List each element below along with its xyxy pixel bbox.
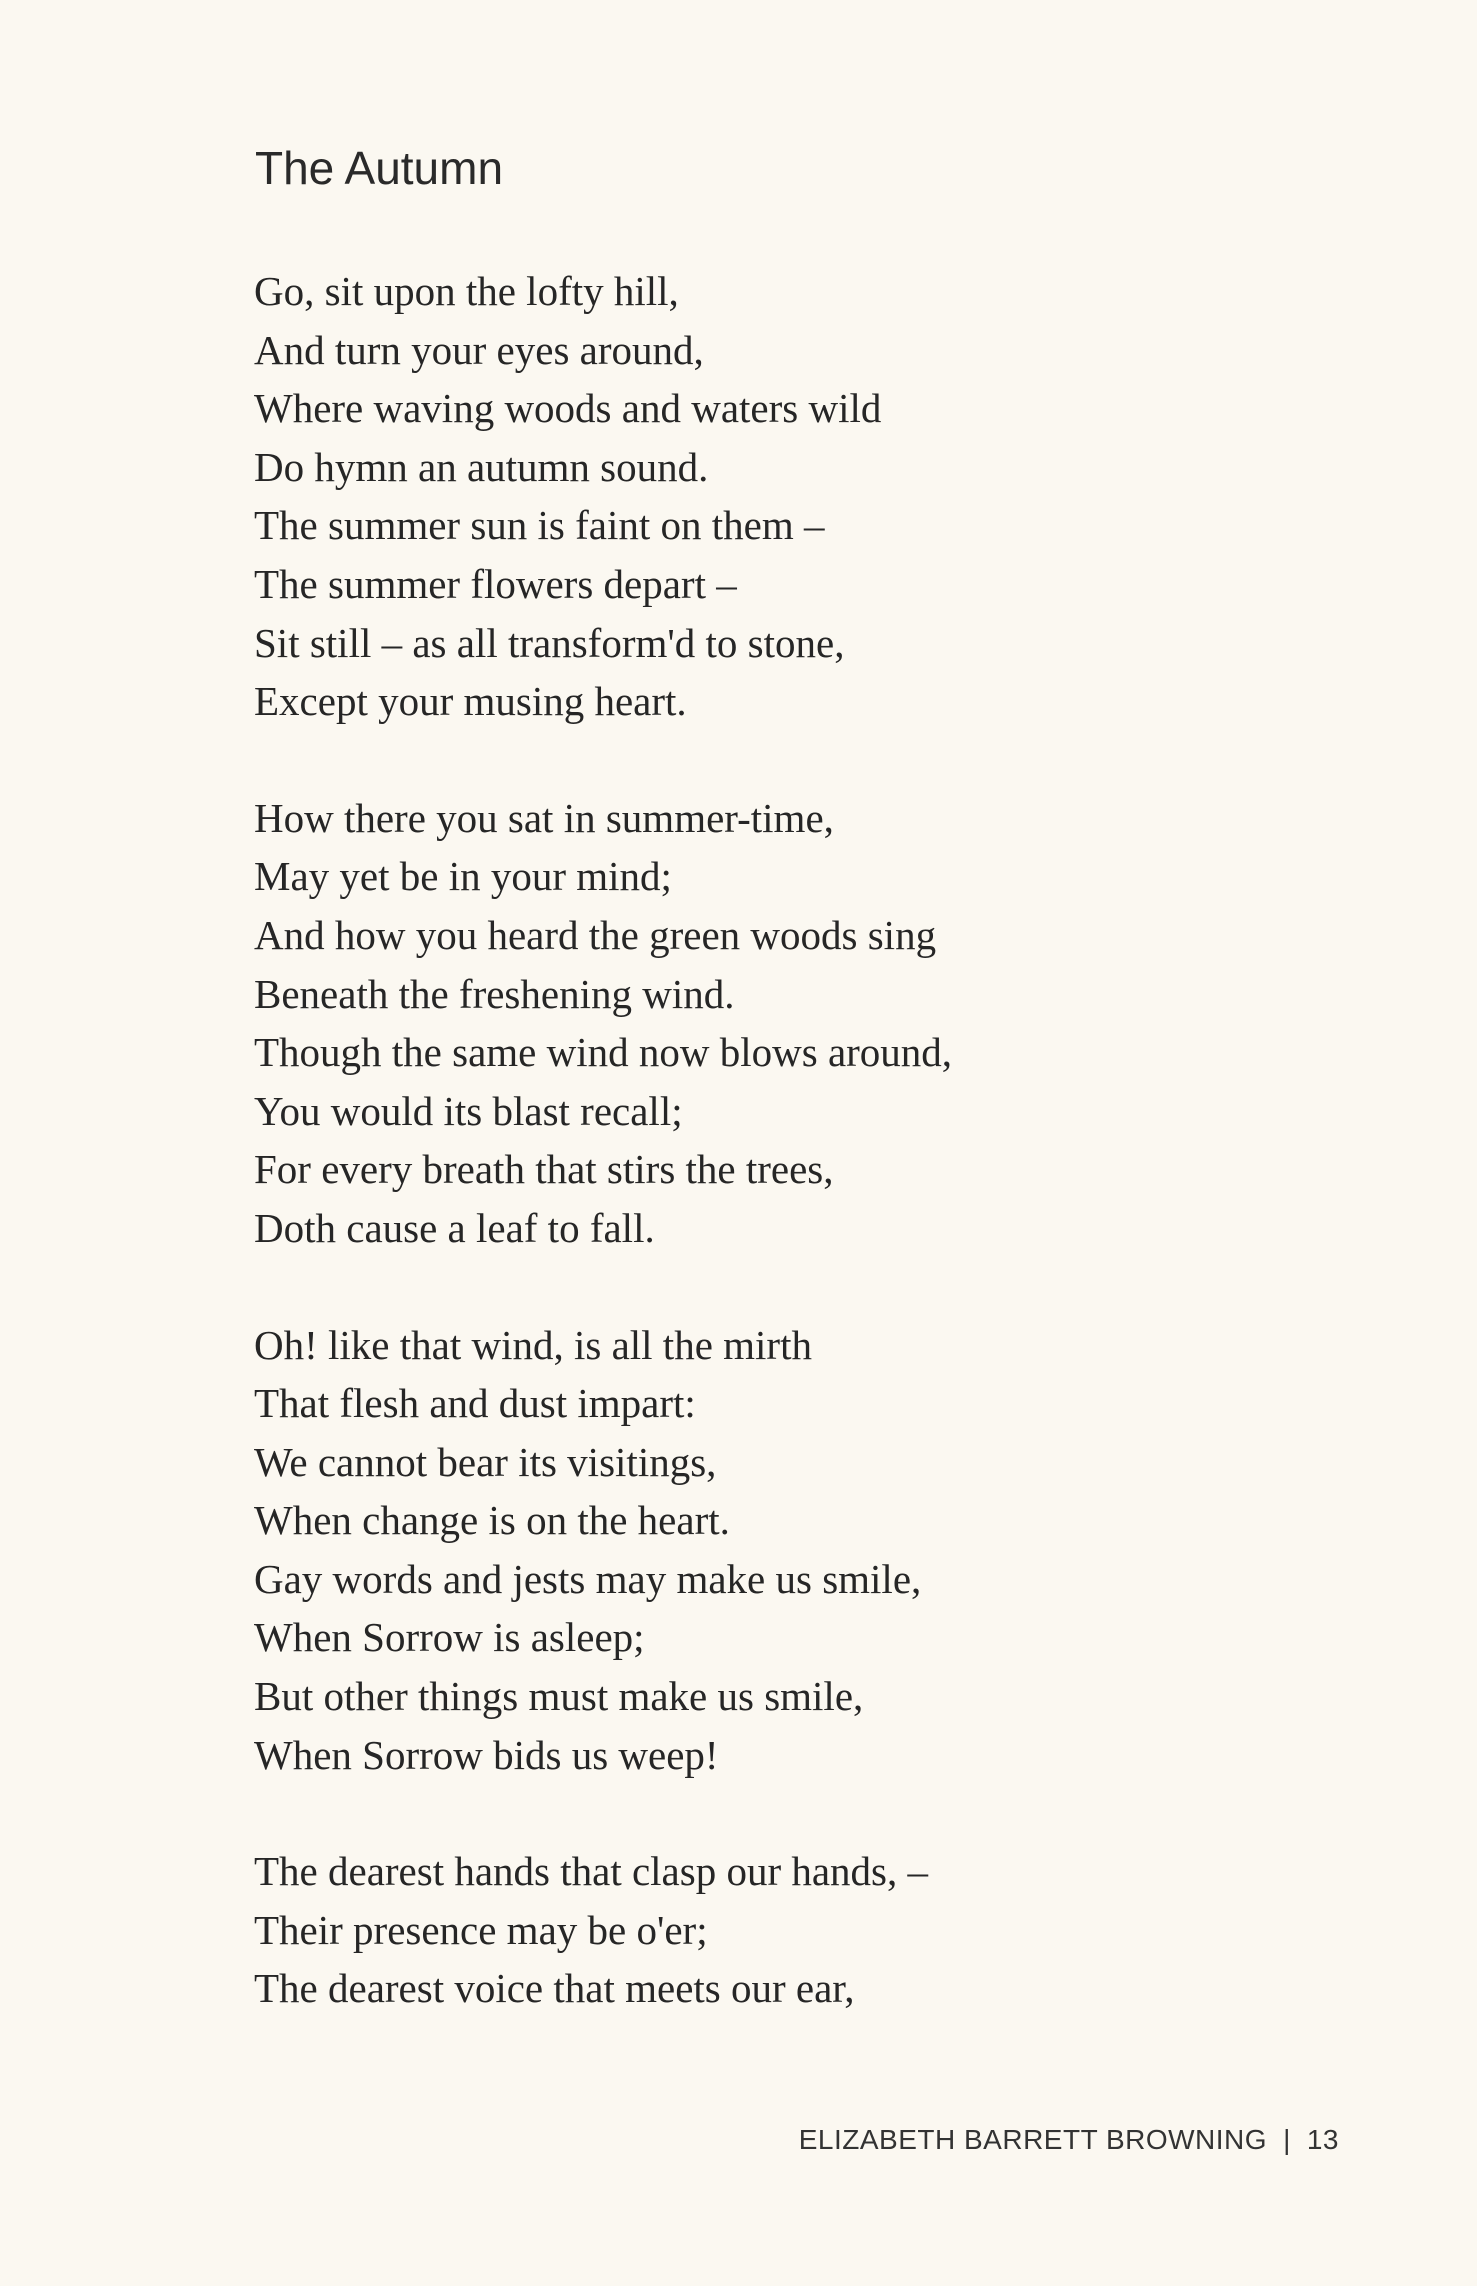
poem-line: How there you sat in summer-time, bbox=[254, 794, 834, 841]
poem-line: But other things must make us smile, bbox=[254, 1673, 864, 1720]
poem-line: Where waving woods and waters wild bbox=[254, 385, 882, 432]
stanza bbox=[254, 1316, 1254, 1785]
poem-line: The dearest hands that clasp our hands, – bbox=[254, 1848, 929, 1895]
poem-line: Oh! like that wind, is all the mirth bbox=[254, 1321, 812, 1368]
poem-line: For every breath that stirs the trees, bbox=[254, 1146, 834, 1193]
poem-line: Doth cause a leaf to fall. bbox=[254, 1204, 655, 1251]
poem-line: Except your musing heart. bbox=[254, 678, 687, 725]
poem-line: Their presence may be o'er; bbox=[254, 1906, 708, 1953]
poem-line: The dearest voice that meets our ear, bbox=[254, 1965, 855, 2012]
poem-line: Sit still – as all transform'd to stone, bbox=[254, 619, 845, 666]
poem-line: When change is on the heart. bbox=[254, 1497, 730, 1544]
poem-line: Do hymn an autumn sound. bbox=[254, 443, 709, 490]
poem-line: And how you heard the green woods sing bbox=[254, 911, 937, 958]
footer-separator: | bbox=[1283, 2124, 1291, 2155]
footer-author: ELIZABETH BARRETT BROWNING bbox=[798, 2124, 1268, 2155]
poem-line: You would its blast recall; bbox=[254, 1087, 683, 1134]
poem-line: Though the same wind now blows around, bbox=[254, 1029, 953, 1076]
poem-line: Beneath the freshening wind. bbox=[254, 970, 735, 1017]
poem-line: Go, sit upon the lofty hill, bbox=[254, 268, 679, 314]
stanza bbox=[254, 1842, 1254, 2018]
poem-line: We cannot bear its visitings, bbox=[254, 1438, 717, 1485]
poem-line: The summer sun is faint on them – bbox=[254, 502, 825, 549]
poem-line: That flesh and dust impart: bbox=[254, 1380, 696, 1427]
running-footer bbox=[799, 2122, 1339, 2158]
poem-line: When Sorrow bids us weep! bbox=[254, 1731, 719, 1778]
page-number: 13 bbox=[1306, 2124, 1339, 2155]
poem-line: When Sorrow is asleep; bbox=[254, 1614, 645, 1661]
poem-body bbox=[254, 262, 1254, 2076]
stanza bbox=[254, 789, 1254, 1258]
stanza bbox=[254, 262, 1254, 731]
poem-line: May yet be in your mind; bbox=[254, 853, 672, 900]
poem-line: The summer flowers depart – bbox=[254, 560, 737, 607]
poem-line: And turn your eyes around, bbox=[254, 326, 704, 373]
poem-title: The Autumn bbox=[255, 142, 504, 194]
poem-line: Gay words and jests may make us smile, bbox=[254, 1555, 922, 1602]
